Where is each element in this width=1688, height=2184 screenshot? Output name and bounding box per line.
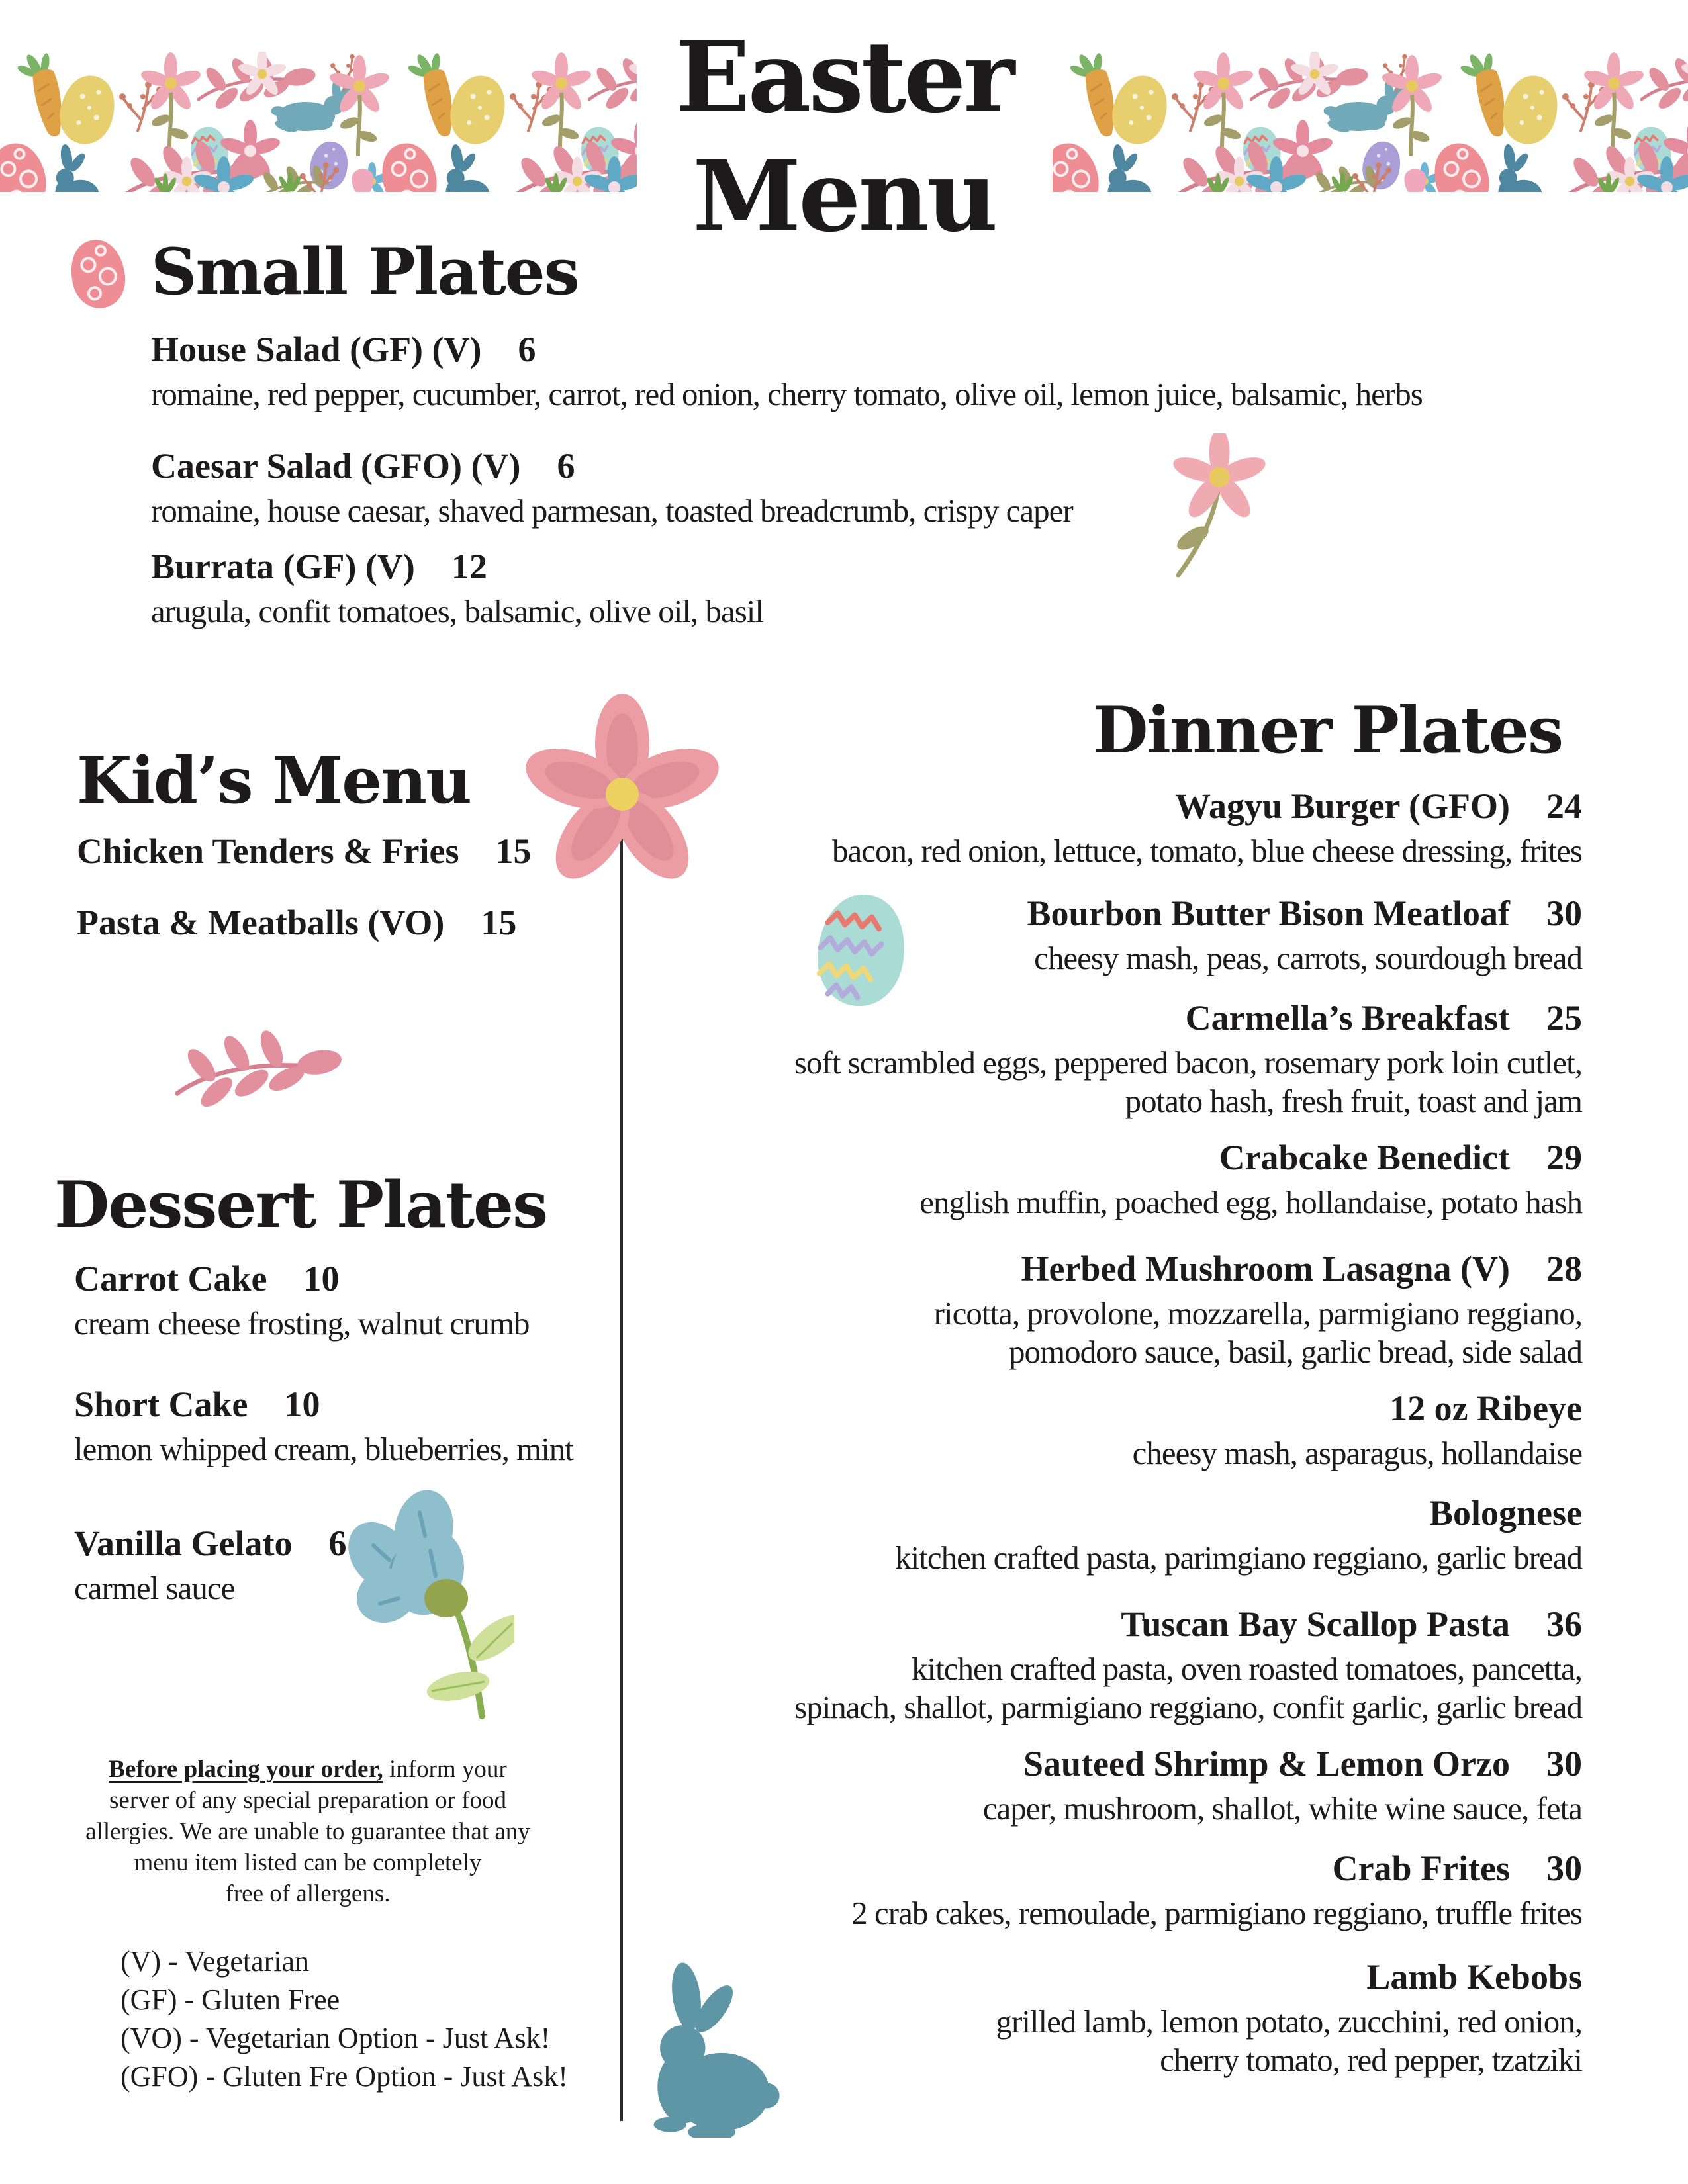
- item-name: Crab Frites: [1332, 1848, 1510, 1888]
- menu-item-chicken-tenders: [77, 829, 532, 873]
- item-price: 30: [1546, 1848, 1582, 1888]
- menu-item-lamb-kebobs: [996, 1955, 1583, 2079]
- allergy-notice: [46, 1754, 569, 1909]
- item-name: Carrot Cake: [74, 1259, 267, 1298]
- item-name: Crabcake Benedict: [1219, 1138, 1510, 1177]
- item-name: House Salad (GF) (V): [151, 330, 482, 369]
- item-name-line: [151, 545, 763, 588]
- item-name-line: [919, 1136, 1582, 1179]
- item-name-line: [151, 328, 1423, 371]
- blue-flower-icon: [346, 1484, 514, 1719]
- item-price: 25: [1546, 998, 1582, 1038]
- item-name-line: [895, 1491, 1582, 1535]
- item-price: 6: [518, 330, 536, 369]
- item-price: 6: [557, 446, 575, 486]
- item-name-line: [1133, 1387, 1582, 1430]
- menu-item-carmellas-breakfast: [794, 996, 1582, 1120]
- item-name: Sauteed Shrimp & Lemon Orzo: [1023, 1744, 1510, 1784]
- item-price: 15: [481, 903, 517, 942]
- item-name: Lamb Kebobs: [1366, 1957, 1582, 1997]
- legend-item-vo: (VO) - Vegetarian Option - Just Ask!: [120, 2022, 551, 2054]
- item-price: 10: [284, 1385, 320, 1424]
- section-heading-small-plates: Small Plates: [151, 234, 579, 309]
- item-name: Short Cake: [74, 1385, 248, 1424]
- item-name-line: [74, 1383, 573, 1426]
- item-name-line: [794, 1602, 1582, 1646]
- item-name: Bolognese: [1429, 1493, 1582, 1533]
- section-heading-dinner-plates: Dinner Plates: [1093, 693, 1562, 768]
- item-description: pomodoro sauce, basil, garlic bread, side salad: [1008, 1334, 1582, 1370]
- item-name: 12 oz Ribeye: [1389, 1388, 1582, 1428]
- item-description: caper, mushroom, shallot, white wine sauce, feta: [982, 1790, 1582, 1827]
- item-description: romaine, red pepper, cucumber, carrot, red onion, cherry tomato, olive oil, lemon juice, balsamic, herbs: [151, 376, 1423, 412]
- item-description: carmel sauce: [74, 1570, 235, 1606]
- page-title: [0, 17, 1688, 255]
- item-description: arugula, confit tomatoes, balsamic, olive oil, basil: [151, 593, 764, 629]
- menu-item-pasta-meatballs: [77, 901, 516, 944]
- section-heading-kids-menu: Kid’s Menu: [77, 743, 471, 818]
- item-price: 30: [1546, 893, 1582, 933]
- item-description: potato hash, fresh fruit, toast and jam: [1125, 1083, 1582, 1119]
- menu-item-shrimp-orzo: [983, 1742, 1582, 1828]
- item-description: cherry tomato, red pepper, tzatziki: [1160, 2042, 1582, 2078]
- pink-flower-icon: [1153, 433, 1266, 589]
- legend-item-gf: (GF) - Gluten Free: [120, 1983, 340, 2016]
- notice-line: menu item listed can be completely: [134, 1849, 482, 1876]
- item-description: cheesy mash, asparagus, hollandaise: [1132, 1435, 1582, 1471]
- item-description: 2 crab cakes, remoulade, parmigiano reggiano, truffle frites: [851, 1895, 1582, 1931]
- item-name-line: [983, 1742, 1582, 1786]
- item-name: Tuscan Bay Scallop Pasta: [1121, 1604, 1510, 1644]
- item-price: 12: [451, 547, 487, 586]
- item-name-line: [77, 901, 516, 944]
- item-name: Carmella’s Breakfast: [1185, 998, 1510, 1038]
- item-name-line: [74, 1522, 347, 1565]
- section-heading-dessert-plates: Dessert Plates: [54, 1167, 547, 1242]
- item-price: 36: [1546, 1604, 1582, 1644]
- item-name-line: [74, 1257, 529, 1300]
- menu-item-ribeye: [1133, 1387, 1582, 1473]
- item-name: Herbed Mushroom Lasagna (V): [1021, 1249, 1510, 1289]
- item-description: romaine, house caesar, shaved parmesan, toasted breadcrumb, crispy caper: [151, 492, 1073, 529]
- item-description: spinach, shallot, parmigiano reggiano, confit garlic, garlic bread: [794, 1689, 1582, 1725]
- menu-item-mushroom-lasagna: [934, 1247, 1582, 1371]
- menu-item-carrot-cake: [74, 1257, 529, 1343]
- item-name-line: [151, 444, 1073, 488]
- menu-item-crab-frites: [851, 1846, 1582, 1933]
- notice-line: [46, 1754, 569, 1785]
- menu-item-bolognese: [895, 1491, 1582, 1577]
- item-description: ricotta, provolone, mozzarella, parmigiano reggiano,: [933, 1295, 1582, 1332]
- item-description: grilled lamb, lemon potato, zucchini, red onion,: [996, 2003, 1582, 2040]
- menu-item-crabcake-benedict: [919, 1136, 1582, 1222]
- item-description: cheesy mash, peas, carrots, sourdough bread: [1034, 940, 1582, 976]
- item-price: 29: [1546, 1138, 1582, 1177]
- item-name: Chicken Tenders & Fries: [77, 831, 459, 871]
- item-price: 15: [495, 831, 532, 871]
- item-description: english muffin, poached egg, hollandaise, potato hash: [919, 1184, 1582, 1220]
- item-description: soft scrambled eggs, peppered bacon, rosemary pork loin cutlet,: [794, 1044, 1582, 1081]
- item-description: bacon, red onion, lettuce, tomato, blue cheese dressing, frites: [831, 833, 1582, 869]
- item-name-line: [851, 1846, 1582, 1890]
- item-name: Wagyu Burger (GFO): [1175, 786, 1510, 826]
- menu-item-scallop-pasta: [794, 1602, 1582, 1727]
- teal-bunny-icon: [649, 1958, 789, 2138]
- item-name-line: [794, 996, 1582, 1040]
- item-name: Caesar Salad (GFO) (V): [151, 446, 521, 486]
- title-line-1: Easter: [675, 19, 1013, 134]
- pink-leaf-branch-icon: [173, 1018, 352, 1117]
- item-name: Bourbon Butter Bison Meatloaf: [1027, 893, 1510, 933]
- title-line-2: Menu: [692, 138, 996, 253]
- item-name-line: [832, 784, 1582, 828]
- notice-line: allergies. We are unable to guarantee that any: [85, 1818, 530, 1845]
- item-name-line: [996, 1955, 1583, 1999]
- item-price: 28: [1546, 1249, 1582, 1289]
- legend-item-v: (V) - Vegetarian: [120, 1945, 310, 1978]
- item-price: 30: [1546, 1744, 1582, 1784]
- item-name-line: [934, 1247, 1582, 1291]
- item-description: lemon whipped cream, blueberries, mint: [74, 1431, 573, 1467]
- menu-item-caesar-salad: [151, 444, 1073, 530]
- notice-line: server of any special preparation or food: [109, 1787, 506, 1814]
- notice-lead: Before placing your order,: [109, 1756, 383, 1783]
- legend-item-gfo: (GFO) - Gluten Fre Option - Just Ask!: [120, 2060, 568, 2093]
- notice-line-rest: inform your: [383, 1756, 507, 1783]
- item-description: cream cheese frosting, walnut crumb: [74, 1305, 530, 1342]
- item-description: kitchen crafted pasta, oven roasted tomatoes, pancetta,: [911, 1651, 1582, 1687]
- item-name: Pasta & Meatballs (VO): [77, 903, 445, 942]
- item-price: 6: [328, 1524, 347, 1563]
- menu-item-vanilla-gelato: [74, 1522, 347, 1608]
- item-name: Vanilla Gelato: [74, 1524, 293, 1563]
- item-name: Burrata (GF) (V): [151, 547, 415, 586]
- item-name-line: [77, 829, 532, 873]
- menu-item-bison-meatloaf: [1027, 891, 1582, 978]
- dietary-legend: [120, 1942, 568, 2096]
- menu-item-house-salad: [151, 328, 1423, 414]
- menu-item-short-cake: [74, 1383, 573, 1469]
- flower-stem-line: [620, 794, 623, 2121]
- item-description: kitchen crafted pasta, parimgiano reggiano, garlic bread: [895, 1539, 1582, 1576]
- pink-easter-egg-icon: [65, 230, 131, 318]
- notice-line: free of allergens.: [225, 1880, 391, 1907]
- item-price: 24: [1546, 786, 1582, 826]
- item-name-line: [1027, 891, 1582, 935]
- menu-item-wagyu-burger: [832, 784, 1582, 870]
- item-price: 10: [303, 1259, 340, 1298]
- menu-item-burrata: [151, 545, 763, 631]
- large-pink-flower-icon: [520, 680, 725, 909]
